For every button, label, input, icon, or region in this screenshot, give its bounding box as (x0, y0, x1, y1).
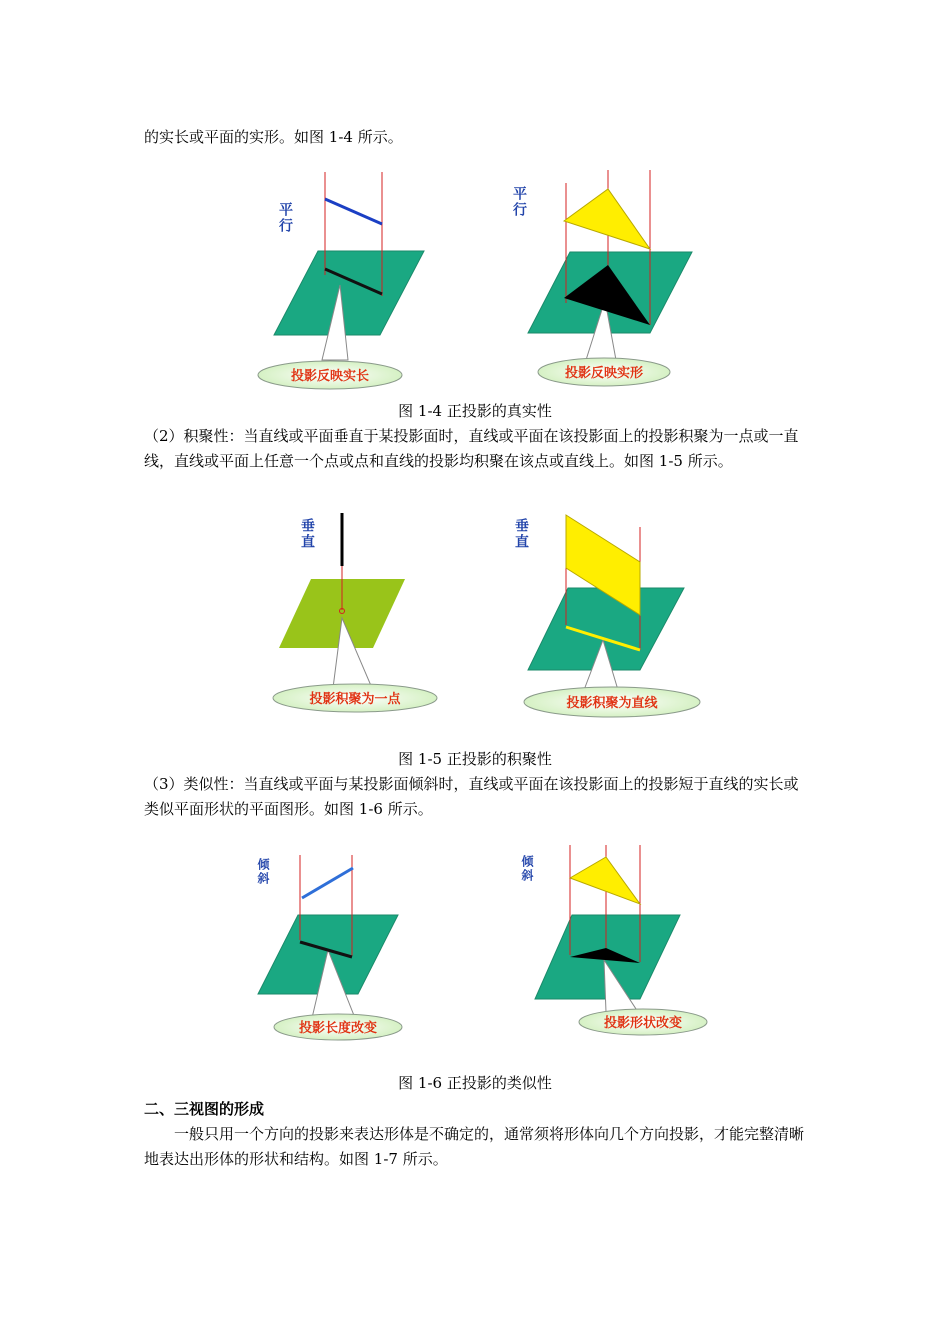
callout-label: 投影反映实形 (564, 366, 644, 381)
diagram-line-parallel (258, 172, 424, 389)
figure-1-6 (0, 840, 950, 1055)
paragraph-accumulation: （2）积聚性：当直线或平面垂直于某投影面时，直线或平面在该投影面上的投影积聚为一点或一直线，直线或平面上任意一个点或点和直线的投影均积聚在该点或直线上。如图 1-5 所示。 (144, 427, 799, 470)
callout-label: 投影形状改变 (603, 1016, 683, 1031)
object-line (302, 868, 353, 898)
diagram-plane-inclined (520, 845, 707, 1035)
callout-label: 投影积聚为一点 (309, 692, 401, 707)
diagram-line-perpendicular (273, 513, 437, 712)
projection-plane (274, 251, 424, 335)
side-label: 垂直 (299, 518, 315, 550)
side-label: 倾斜 (520, 855, 534, 883)
side-label: 平行 (511, 186, 527, 218)
object-triangle (564, 189, 650, 249)
section-heading: 二、三视图的形成 (144, 1100, 265, 1118)
object-triangle (570, 857, 640, 904)
figure-caption-1-5: 图 1-5 正投影的积聚性 (398, 750, 552, 768)
object-line (325, 199, 382, 224)
paragraph-three-views: 一般只用一个方向的投影来表达形体是不确定的，通常须将形体向几个方向投影，才能完整清晰地表达出形体的形状和结构。如图 1-7 所示。 (144, 1125, 805, 1168)
paragraph-intro-tail: 的实长或平面的实形。如图 1-4 所示。 (144, 128, 403, 146)
callout-label: 投影长度改变 (298, 1021, 378, 1036)
figure-1-5 (0, 505, 950, 735)
callout-label: 投影积聚为直线 (566, 696, 658, 711)
side-label: 垂直 (513, 518, 529, 550)
figure-caption-1-4: 图 1-4 正投影的真实性 (398, 402, 552, 420)
diagram-plane-parallel (511, 170, 692, 386)
figure-caption-1-6: 图 1-6 正投影的类似性 (398, 1074, 552, 1092)
side-label: 倾斜 (256, 858, 270, 886)
side-label: 平行 (277, 202, 293, 234)
diagram-plane-perpendicular (513, 515, 700, 717)
paragraph-similarity: （3）类似性：当直线或平面与某投影面倾斜时，直线或平面在该投影面上的投影短于直线的实长或类似平面形状的平面图形。如图 1-6 所示。 (144, 775, 799, 818)
callout-label: 投影反映实长 (290, 369, 370, 384)
diagram-line-inclined (256, 855, 402, 1040)
